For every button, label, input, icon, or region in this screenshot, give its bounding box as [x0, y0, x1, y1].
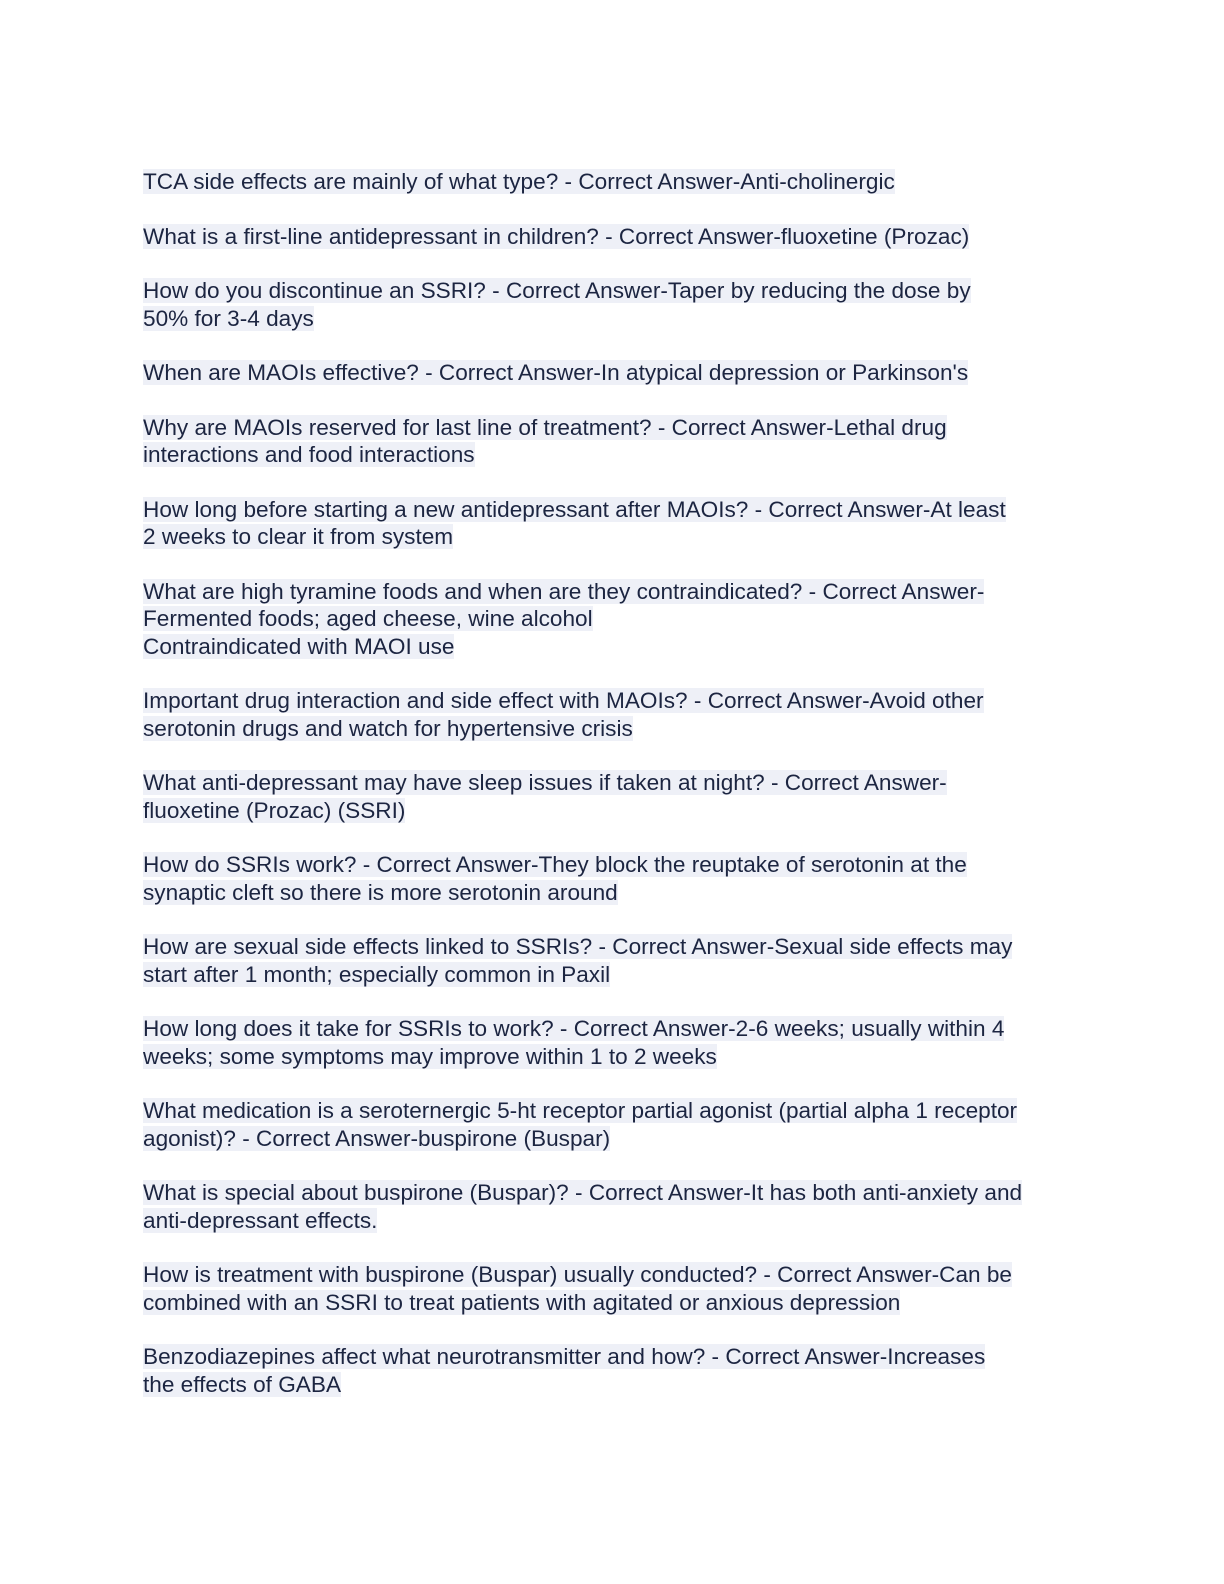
qa-item-ssri-onset [143, 1015, 1083, 1070]
qa-item-sexual-side-effects [143, 933, 1083, 988]
qa-line: How long does it take for SSRIs to work? - Correct Answer-2-6 weeks; usually within 4 [143, 1016, 1005, 1041]
qa-item-ssri-mechanism [143, 851, 1083, 906]
qa-item-maoi-last-line [143, 414, 1083, 469]
qa-item-sleep-issues [143, 769, 1083, 824]
qa-item-partial-agonist [143, 1097, 1083, 1152]
qa-item-maoi-interaction [143, 687, 1083, 742]
qa-line: What anti-depressant may have sleep issues if taken at night? - Correct Answer- [143, 770, 947, 795]
qa-line: What is a first-line antidepressant in children? - Correct Answer-fluoxetine (Prozac) [143, 223, 970, 249]
qa-line: How do you discontinue an SSRI? - Correct Answer-Taper by reducing the dose by [143, 278, 971, 303]
qa-line: How are sexual side effects linked to SSRIs? - Correct Answer-Sexual side effects may [143, 934, 1013, 959]
qa-line: What is special about buspirone (Buspar)? - Correct Answer-It has both anti-anxiety and [143, 1180, 1023, 1205]
qa-item-maoi-washout [143, 496, 1083, 551]
qa-line: Fermented foods; aged cheese, wine alcohol [143, 606, 593, 631]
qa-item-tca-side-effects [143, 168, 1083, 196]
qa-item-maoi-effective [143, 359, 1083, 387]
qa-line: Contraindicated with MAOI use [143, 633, 455, 659]
qa-line: When are MAOIs effective? - Correct Answer-In atypical depression or Parkinson's [143, 360, 969, 385]
qa-item-first-line-children [143, 223, 1083, 251]
qa-item-discontinue-ssri [143, 277, 1083, 332]
qa-line: serotonin drugs and watch for hypertensive crisis [143, 715, 633, 741]
qa-line: TCA side effects are mainly of what type? - Correct Answer-Anti-cholinergic [143, 169, 895, 194]
qa-line: What medication is a seroternergic 5-ht receptor partial agonist (partial alpha 1 receptor [143, 1098, 1018, 1123]
qa-line: Why are MAOIs reserved for last line of treatment? - Correct Answer-Lethal drug [143, 414, 947, 440]
qa-line: fluoxetine (Prozac) (SSRI) [143, 797, 406, 823]
qa-item-benzodiazepines [143, 1343, 1083, 1398]
qa-line: Benzodiazepines affect what neurotransmitter and how? - Correct Answer-Increases [143, 1344, 986, 1369]
qa-line: anti-depressant effects. [143, 1207, 378, 1233]
qa-line: Important drug interaction and side effect with MAOIs? - Correct Answer-Avoid other [143, 688, 984, 713]
qa-item-buspirone-treatment [143, 1261, 1083, 1316]
qa-line: interactions and food interactions [143, 442, 475, 467]
qa-line: combined with an SSRI to treat patients with agitated or anxious depression [143, 1289, 901, 1315]
qa-line: How is treatment with buspirone (Buspar) usually conducted? - Correct Answer-Can be [143, 1262, 1012, 1287]
qa-line: How do SSRIs work? - Correct Answer-They block the reuptake of serotonin at the [143, 852, 967, 877]
qa-line: 50% for 3-4 days [143, 305, 314, 331]
qa-line: synaptic cleft so there is more serotonin around [143, 879, 618, 905]
qa-line: start after 1 month; especially common in Paxil [143, 961, 611, 987]
qa-line: 2 weeks to clear it from system [143, 524, 454, 549]
qa-item-buspirone-special [143, 1179, 1083, 1234]
qa-line: agonist)? - Correct Answer-buspirone (Buspar) [143, 1125, 611, 1151]
qa-item-tyramine-foods [143, 578, 1083, 661]
qa-list [143, 168, 1083, 1425]
qa-line: the effects of GABA [143, 1371, 342, 1397]
qa-line: weeks; some symptoms may improve within 1 to 2 weeks [143, 1043, 717, 1069]
qa-line: What are high tyramine foods and when are they contraindicated? - Correct Answer- [143, 578, 985, 604]
qa-line: How long before starting a new antidepressant after MAOIs? - Correct Answer-At least [143, 496, 1006, 522]
